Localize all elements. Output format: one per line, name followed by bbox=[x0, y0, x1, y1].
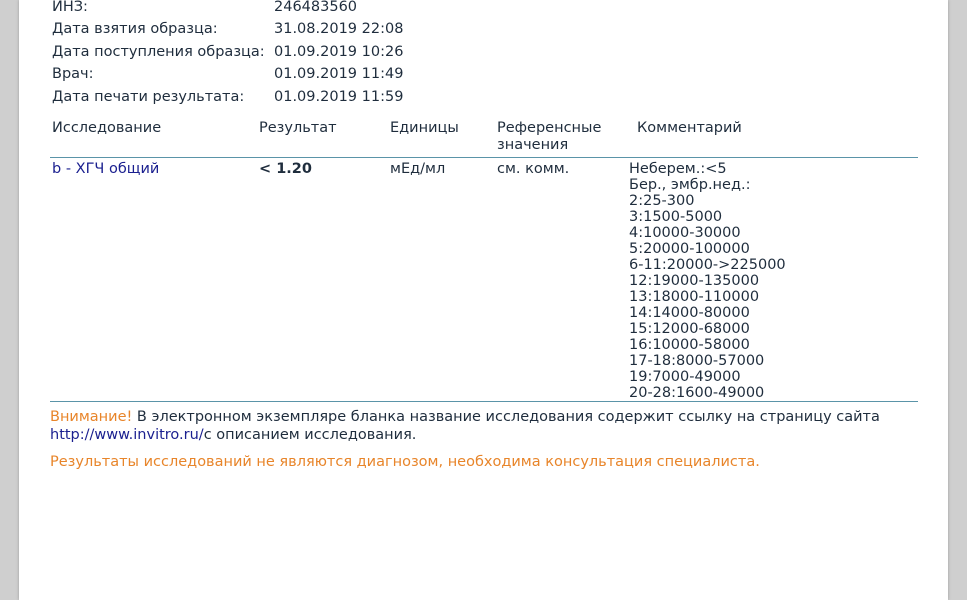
comment-line: 19:7000-49000 bbox=[629, 369, 741, 385]
meta-label: Дата взятия образца: bbox=[52, 21, 218, 37]
column-header-test: Исследование bbox=[52, 120, 162, 136]
viewer-background-right bbox=[948, 0, 967, 600]
comment-line: 2:25-300 bbox=[629, 193, 695, 209]
comment-line: 16:10000-58000 bbox=[629, 337, 750, 353]
comment-line: 5:20000-100000 bbox=[629, 241, 750, 257]
notice-text: В электронном экземпляре бланка название исследования содержит ссылку на страницу сайта bbox=[132, 409, 880, 425]
comment-line: 3:1500-5000 bbox=[629, 209, 723, 225]
column-header-units: Единицы bbox=[390, 120, 459, 136]
comment-line: Бер., эмбр.нед.: bbox=[629, 177, 751, 193]
table-bottom-divider bbox=[50, 401, 918, 402]
meta-label: Дата поступления образца: bbox=[52, 44, 265, 60]
comment-list bbox=[629, 161, 786, 401]
meta-value: 01.09.2019 11:59 bbox=[274, 89, 404, 105]
comment-line: 17-18:8000-57000 bbox=[629, 353, 765, 369]
comment-line: 20-28:1600-49000 bbox=[629, 385, 765, 401]
meta-value: 246483560 bbox=[274, 0, 358, 15]
electronic-copy-notice bbox=[50, 408, 920, 444]
meta-label: Дата печати результата: bbox=[52, 89, 245, 105]
document-page bbox=[19, 0, 948, 600]
meta-value: 01.09.2019 11:49 bbox=[274, 66, 404, 82]
column-header-comment: Комментарий bbox=[637, 120, 742, 136]
meta-value: 31.08.2019 22:08 bbox=[274, 21, 404, 37]
comment-line: 14:14000-80000 bbox=[629, 305, 750, 321]
comment-line: 15:12000-68000 bbox=[629, 321, 750, 337]
column-header-reference-line1: Референсные bbox=[497, 120, 602, 136]
comment-line: 4:10000-30000 bbox=[629, 225, 741, 241]
diagnosis-disclaimer: Результаты исследований не являются диагнозом, необходима консультация специалиста. bbox=[50, 454, 760, 470]
result-value: < 1.20 bbox=[259, 161, 312, 177]
column-header-reference bbox=[497, 120, 601, 154]
comment-line: 13:18000-110000 bbox=[629, 289, 760, 305]
reference-value: см. комм. bbox=[497, 161, 570, 177]
comment-line: 6-11:20000->225000 bbox=[629, 257, 786, 273]
comment-line: 12:19000-135000 bbox=[629, 273, 760, 289]
meta-label: ИНЗ: bbox=[52, 0, 88, 15]
units-value: мЕд/мл bbox=[390, 161, 446, 177]
meta-value: 01.09.2019 10:26 bbox=[274, 44, 404, 60]
viewer-background-left bbox=[0, 0, 19, 600]
column-header-reference-line2: значения bbox=[497, 137, 569, 153]
meta-label: Врач: bbox=[52, 66, 94, 82]
test-name-link[interactable]: b - ХГЧ общий bbox=[52, 161, 160, 177]
comment-line: Неберем.:<5 bbox=[629, 161, 727, 177]
notice-warning: Внимание! bbox=[50, 409, 133, 425]
column-header-result: Результат bbox=[259, 120, 337, 136]
table-header-divider bbox=[50, 157, 918, 158]
notice-text-after: с описанием исследования. bbox=[203, 427, 417, 443]
invitro-site-link[interactable]: http://www.invitro.ru/ bbox=[50, 427, 204, 443]
